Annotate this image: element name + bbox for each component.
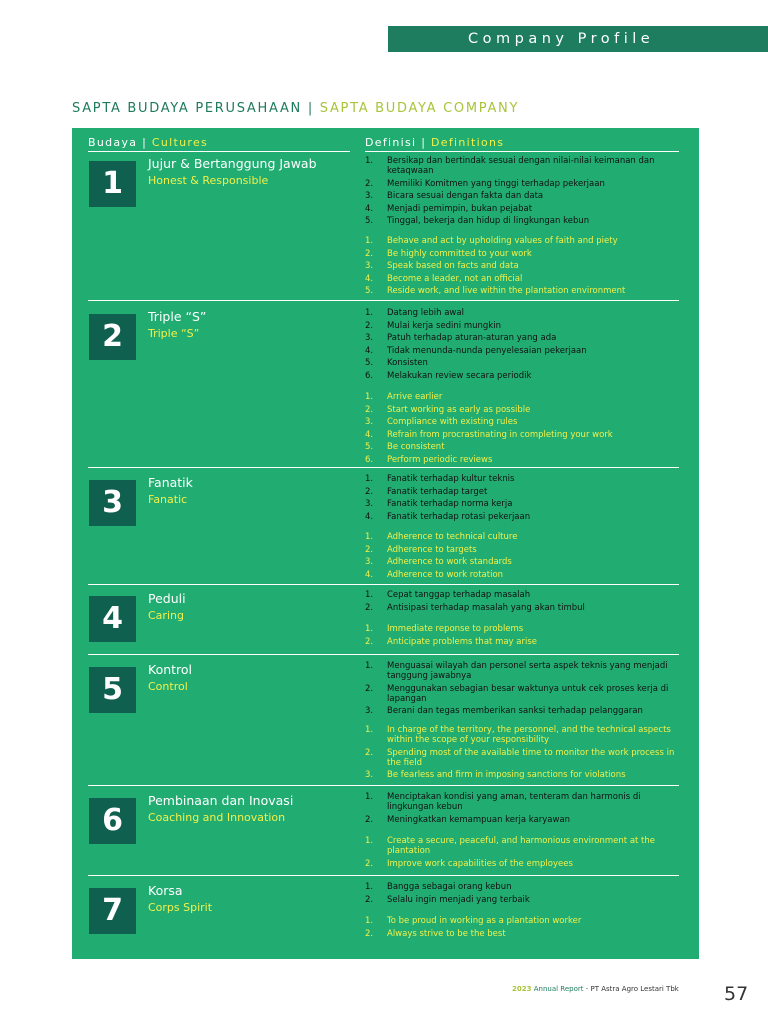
- column-header-definitions-id: Definisi: [365, 136, 417, 149]
- item-number: 5.: [365, 286, 374, 296]
- column-header-cultures-id: Budaya: [88, 136, 138, 149]
- item-text: Adherence to targets: [387, 544, 477, 555]
- item-number: 2.: [365, 928, 374, 939]
- definition-en-item: [365, 286, 683, 296]
- item-text: Mulai kerja sedini mungkin: [387, 320, 501, 331]
- item-text: Datang lebih awal: [387, 308, 464, 318]
- row-divider: [88, 785, 679, 786]
- value-name-en: Control: [148, 680, 188, 693]
- item-number: 4.: [365, 345, 374, 356]
- definition-id-list: [365, 590, 683, 615]
- definition-id-item: [365, 371, 683, 381]
- footer-year: 2023: [512, 985, 532, 993]
- definition-id-item: [365, 661, 683, 681]
- definition-en-item: [365, 274, 683, 284]
- item-text: Fanatik terhadap target: [387, 486, 488, 497]
- row-divider: [88, 654, 679, 655]
- value-number-box: 4: [89, 596, 136, 642]
- row-divider: [88, 467, 679, 468]
- value-name-en: Coaching and Innovation: [148, 811, 286, 824]
- column-header-cultures: [88, 136, 208, 149]
- definition-en-item: [365, 748, 683, 768]
- footer-report-info: [512, 985, 679, 993]
- definition-id-list: [365, 882, 683, 907]
- definition-id-item: [365, 179, 683, 189]
- definition-id-item: [365, 204, 683, 214]
- definition-en-item: [365, 836, 683, 856]
- definition-id-item: [365, 308, 683, 318]
- section-title-en: SAPTA BUDAYA COMPANY: [319, 101, 520, 116]
- culture-table: [72, 128, 699, 959]
- item-text: Menciptakan kondisi yang aman, tenteram dan harmonis di lingkungan kebun: [387, 792, 641, 812]
- item-number: 1.: [365, 392, 374, 402]
- item-text: Be highly committed to your work: [387, 248, 532, 259]
- item-text: Bersikap dan bertindak sesuai dengan nilai-nilai keimanan dan ketaqwaan: [387, 156, 655, 176]
- item-number: 1.: [365, 661, 374, 671]
- definition-en-item: [365, 859, 683, 869]
- item-text: Fanatik terhadap kultur teknis: [387, 474, 515, 484]
- item-text: Adherence to work rotation: [387, 569, 504, 580]
- item-number: 1.: [365, 624, 374, 634]
- item-number: 3.: [365, 557, 374, 567]
- item-number: 1.: [365, 474, 374, 484]
- column-header-cultures-en: Cultures: [151, 136, 209, 149]
- item-number: 2.: [365, 602, 374, 613]
- item-text: Become a leader, not an official: [387, 273, 523, 284]
- item-number: 2.: [365, 747, 374, 758]
- item-number: 1.: [365, 882, 374, 892]
- footer-dash: -: [585, 985, 589, 993]
- value-name-id: Kontrol: [148, 662, 193, 677]
- item-number: 2.: [365, 404, 374, 415]
- value-name-id: Triple “S”: [148, 309, 207, 324]
- item-text: Behave and act by upholding values of faith and piety: [387, 236, 618, 246]
- item-number: 3.: [365, 770, 374, 780]
- definition-en-item: [365, 557, 683, 567]
- item-number: 5.: [365, 216, 374, 226]
- item-number: 4.: [365, 273, 374, 284]
- definition-id-item: [365, 487, 683, 497]
- definition-en-item: [365, 430, 683, 440]
- item-text: In charge of the territory, the personnel, and the technical aspects within the scope of your responsibility: [387, 725, 671, 745]
- value-name-en: Caring: [148, 609, 184, 622]
- definition-en-item: [365, 570, 683, 580]
- definition-en-item: [365, 249, 683, 259]
- definition-id-item: [365, 216, 683, 226]
- item-number: 2.: [365, 814, 374, 825]
- item-number: 1.: [365, 725, 374, 735]
- item-text: Bangga sebagai orang kebun: [387, 882, 512, 892]
- item-number: 1.: [365, 236, 374, 246]
- value-name-id: Peduli: [148, 591, 186, 606]
- item-text: Patuh terhadap aturan-aturan yang ada: [387, 333, 557, 343]
- definition-id-item: [365, 603, 683, 613]
- item-text: Be fearless and firm in imposing sanctions for violations: [387, 770, 626, 780]
- item-text: Improve work capabilities of the employees: [387, 858, 573, 869]
- definition-id-item: [365, 321, 683, 331]
- value-name-id: Fanatik: [148, 475, 193, 490]
- definition-id-item: [365, 590, 683, 600]
- footer-company: PT Astra Agro Lestari Tbk: [590, 985, 679, 993]
- definition-en-list: [365, 532, 683, 582]
- row-divider: [88, 584, 679, 585]
- item-text: Bicara sesuai dengan fakta dan data: [387, 191, 544, 201]
- item-text: Menjadi pemimpin, bukan pejabat: [387, 203, 533, 214]
- definition-en-list: [365, 725, 683, 783]
- item-text: Konsisten: [387, 358, 428, 368]
- item-text: Menguasai wilayah dan personel serta aspek teknis yang menjadi tanggung jawabnya: [387, 661, 668, 681]
- value-number-box: 3: [89, 480, 136, 526]
- item-number: 5.: [365, 442, 374, 452]
- column-header-separator: |: [421, 136, 427, 149]
- item-text: Refrain from procrastinating in completing your work: [387, 429, 613, 440]
- definition-en-item: [365, 442, 683, 452]
- definition-id-item: [365, 512, 683, 522]
- item-text: Always strive to be the best: [387, 928, 506, 939]
- item-number: 2.: [365, 894, 374, 905]
- page-number: 57: [724, 983, 749, 1005]
- row-divider: [88, 300, 679, 301]
- value-number-box: 1: [89, 161, 136, 207]
- item-number: 2.: [365, 178, 374, 189]
- value-number-box: 5: [89, 667, 136, 713]
- item-text: Perform periodic reviews: [387, 454, 493, 465]
- definition-id-list: [365, 308, 683, 383]
- item-number: 2.: [365, 320, 374, 331]
- item-text: To be proud in working as a plantation worker: [387, 916, 582, 926]
- definition-id-item: [365, 156, 683, 176]
- section-title: [72, 101, 519, 116]
- item-text: Melakukan review secara periodik: [387, 370, 532, 381]
- definition-en-item: [365, 405, 683, 415]
- item-number: 1.: [365, 792, 374, 802]
- item-text: Speak based on facts and data: [387, 261, 519, 271]
- definition-id-item: [365, 346, 683, 356]
- value-name-id: Pembinaan dan Inovasi: [148, 793, 294, 808]
- definition-en-item: [365, 261, 683, 271]
- definition-en-list: [365, 916, 683, 941]
- item-number: 1.: [365, 532, 374, 542]
- item-number: 3.: [365, 191, 374, 201]
- definition-en-item: [365, 455, 683, 465]
- item-number: 1.: [365, 308, 374, 318]
- definition-id-list: [365, 474, 683, 524]
- header-divider: [365, 151, 679, 152]
- definition-id-item: [365, 895, 683, 905]
- definition-en-item: [365, 929, 683, 939]
- value-number-box: 6: [89, 798, 136, 844]
- item-text: Fanatik terhadap norma kerja: [387, 499, 513, 509]
- item-number: 1.: [365, 590, 374, 600]
- definition-id-list: [365, 156, 683, 229]
- item-text: Tinggal, bekerja dan hidup di lingkungan kebun: [387, 216, 590, 226]
- definition-id-item: [365, 684, 683, 704]
- item-number: 3.: [365, 333, 374, 343]
- definition-en-item: [365, 725, 683, 745]
- item-number: 2.: [365, 683, 374, 694]
- item-number: 2.: [365, 636, 374, 647]
- item-number: 1.: [365, 156, 374, 166]
- column-header-definitions-en: Definitions: [431, 136, 505, 149]
- definition-en-item: [365, 770, 683, 780]
- item-text: Reside work, and live within the plantation environment: [387, 286, 626, 296]
- definition-id-item: [365, 358, 683, 368]
- value-name-id: Korsa: [148, 883, 183, 898]
- definition-id-list: [365, 792, 683, 827]
- item-number: 3.: [365, 499, 374, 509]
- item-text: Fanatik terhadap rotasi pekerjaan: [387, 511, 531, 522]
- value-name-en: Honest & Responsible: [148, 174, 269, 187]
- item-number: 2.: [365, 544, 374, 555]
- item-number: 4.: [365, 429, 374, 440]
- row-divider: [88, 875, 679, 876]
- definition-en-item: [365, 236, 683, 246]
- item-text: Menggunakan sebagian besar waktunya untuk cek proses kerja di lapangan: [387, 683, 669, 704]
- item-text: Anticipate problems that may arise: [387, 636, 538, 647]
- item-number: 4.: [365, 511, 374, 522]
- header-title: Company Profile: [468, 31, 655, 47]
- definition-en-list: [365, 624, 683, 649]
- definition-id-list: [365, 661, 683, 719]
- item-number: 6.: [365, 454, 374, 465]
- item-text: Start working as early as possible: [387, 404, 531, 415]
- item-text: Be consistent: [387, 442, 445, 452]
- item-text: Berani dan tegas memberikan sanksi terhadap pelanggaran: [387, 706, 643, 716]
- item-number: 2.: [365, 486, 374, 497]
- section-title-id: SAPTA BUDAYA PERUSAHAAN: [72, 101, 302, 116]
- item-text: Compliance with existing rules: [387, 417, 518, 427]
- item-text: Arrive earlier: [387, 392, 443, 402]
- column-header-definitions: [365, 136, 504, 149]
- definition-id-item: [365, 191, 683, 201]
- item-text: Antisipasi terhadap masalah yang akan timbul: [387, 602, 585, 613]
- item-text: Cepat tanggap terhadap masalah: [387, 590, 531, 600]
- definition-id-item: [365, 706, 683, 716]
- definition-id-item: [365, 333, 683, 343]
- value-name-en: Corps Spirit: [148, 901, 213, 914]
- item-number: 2.: [365, 858, 374, 869]
- definition-en-item: [365, 916, 683, 926]
- definition-id-item: [365, 815, 683, 825]
- header-banner: [388, 26, 768, 52]
- definition-id-item: [365, 499, 683, 509]
- item-text: Tidak menunda-nunda penyelesaian pekerjaan: [387, 345, 587, 356]
- column-header-separator: |: [142, 136, 148, 149]
- item-text: Selalu ingin menjadi yang terbaik: [387, 894, 530, 905]
- item-number: 1.: [365, 836, 374, 846]
- item-number: 3.: [365, 417, 374, 427]
- value-name-en: Triple “S”: [148, 327, 200, 340]
- item-text: Memiliki Komitmen yang tinggi terhadap pekerjaan: [387, 178, 605, 189]
- definition-id-item: [365, 474, 683, 484]
- value-name-en: Fanatic: [148, 493, 188, 506]
- item-text: Meningkatkan kemampuan kerja karyawan: [387, 814, 571, 825]
- definition-en-item: [365, 624, 683, 634]
- item-text: Immediate reponse to problems: [387, 624, 524, 634]
- item-number: 3.: [365, 706, 374, 716]
- definition-id-item: [365, 792, 683, 812]
- item-number: 2.: [365, 248, 374, 259]
- definition-en-item: [365, 637, 683, 647]
- item-text: Create a secure, peaceful, and harmonious environment at the plantation: [387, 836, 656, 856]
- item-number: 6.: [365, 370, 374, 381]
- value-number-box: 7: [89, 888, 136, 934]
- item-text: Adherence to work standards: [387, 557, 512, 567]
- item-text: Spending most of the available time to monitor the work process in the field: [387, 747, 675, 768]
- definition-en-list: [365, 836, 683, 871]
- item-number: 3.: [365, 261, 374, 271]
- definition-en-item: [365, 532, 683, 542]
- value-number-box: 2: [89, 314, 136, 360]
- section-title-separator: |: [307, 101, 314, 116]
- definition-en-item: [365, 417, 683, 427]
- definition-en-item: [365, 545, 683, 555]
- item-number: 4.: [365, 203, 374, 214]
- item-number: 4.: [365, 569, 374, 580]
- definition-id-item: [365, 882, 683, 892]
- definition-en-list: [365, 392, 683, 467]
- definition-en-list: [365, 236, 683, 299]
- definition-en-item: [365, 392, 683, 402]
- item-number: 1.: [365, 916, 374, 926]
- item-number: 5.: [365, 358, 374, 368]
- header-divider: [88, 151, 350, 152]
- footer-report: Annual Report: [533, 985, 584, 993]
- item-text: Adherence to technical culture: [387, 532, 518, 542]
- value-name-id: Jujur & Bertanggung Jawab: [148, 156, 317, 171]
